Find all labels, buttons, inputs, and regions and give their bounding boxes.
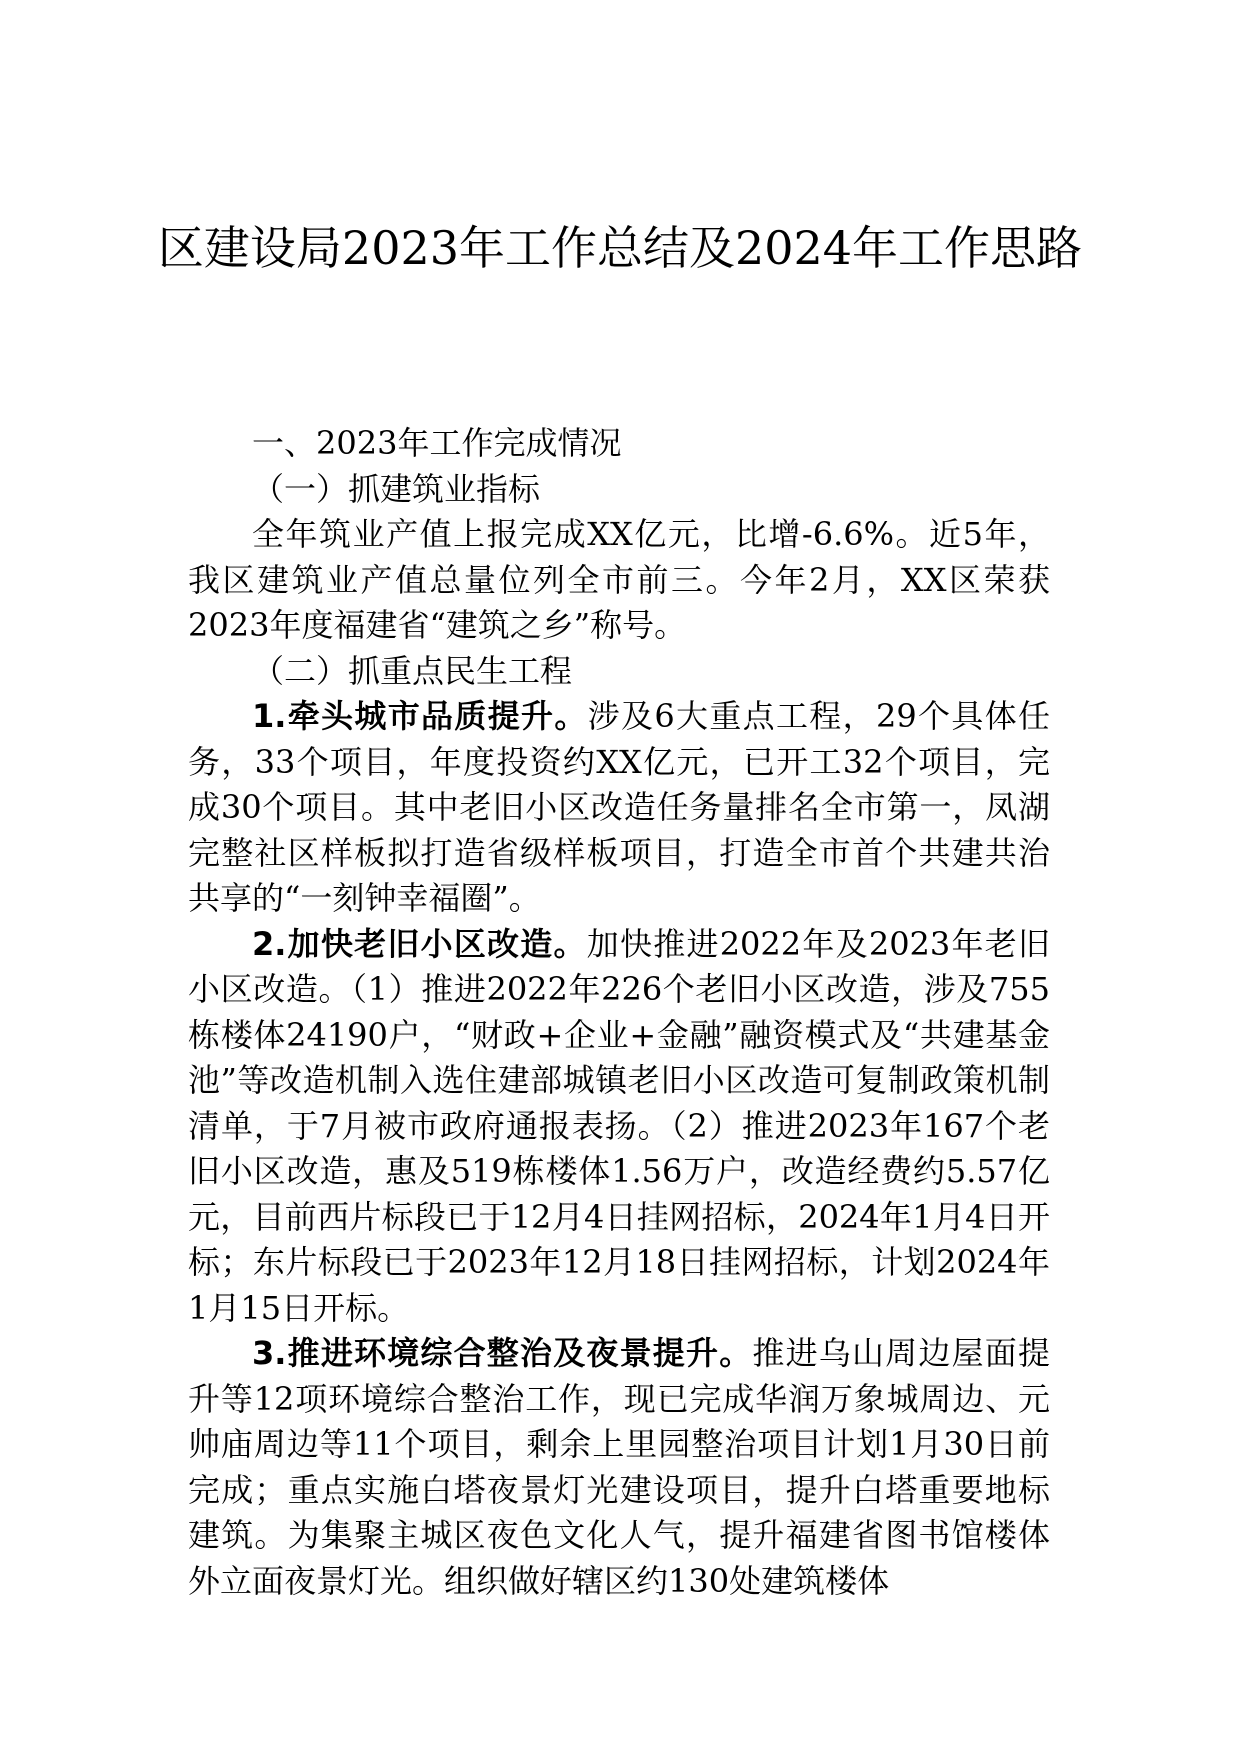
subsection-heading: （二）抓重点民生工程	[252, 651, 573, 690]
paragraph-lead: 2.加快老旧小区改造。	[252, 924, 587, 963]
numbered-paragraph	[188, 1331, 1050, 1604]
numbered-paragraph	[188, 922, 1050, 1332]
paragraph-lead: 1.牵头城市品质提升。	[252, 697, 588, 735]
document-title: 区建设局2023年工作总结及2024年工作思路	[157, 221, 1083, 275]
paragraph-text: 加快推进2022年及2023年老旧小区改造。（1）推进2022年226个老旧小区改造，涉及755栋楼体24190户，“财政+企业+金融”融资模式及“共建基金池”等改造机制入选住建部城镇老旧小区改造可复制政策机制清单，于7月被市政府通报表扬。（2）推进2023年167个老旧小区改造，惠及519栋楼体1.56万户，改造经费约5.57亿元，目前西片标段已于12月4日挂网招标，2024年1月4日开标；东片标段已于2023年12月18日挂网招标，计划2024年1月15日开标。	[188, 924, 1050, 1327]
paragraph: 全年筑业产值上报完成XX亿元，比增-6.6%。近5年，我区建筑业产值总量位列全市前三。今年2月，XX区荣获2023年度福建省“建筑之乡”称号。	[188, 515, 1050, 644]
document-body	[188, 421, 1050, 1604]
paragraph-lead: 3.推进环境综合整治及夜景提升。	[252, 1334, 753, 1372]
subsection-heading: （一）抓建筑业指标	[252, 469, 541, 508]
numbered-paragraph	[188, 694, 1050, 922]
section-heading: 一、2023年工作完成情况	[252, 424, 622, 462]
paragraph-text: 涉及6大重点工程，29个具体任务，33个项目，年度投资约XX亿元，已开工32个项目，完成30个项目。其中老旧小区改造任务量排名全市第一，凤湖完整社区样板拟打造省级样板项目，打造全市首个共建共治共享的“一刻钟幸福圈”。	[188, 697, 1050, 917]
paragraph-text: 推进乌山周边屋面提升等12项环境综合整治工作，现已完成华润万象城周边、元帅庙周边等11个项目，剩余上里园整治项目计划1月30日前完成；重点实施白塔夜景灯光建设项目，提升白塔重要地标建筑。为集聚主城区夜色文化人气，提升福建省图书馆楼体外立面夜景灯光。组织做好辖区约130处建筑楼体	[188, 1334, 1050, 1600]
